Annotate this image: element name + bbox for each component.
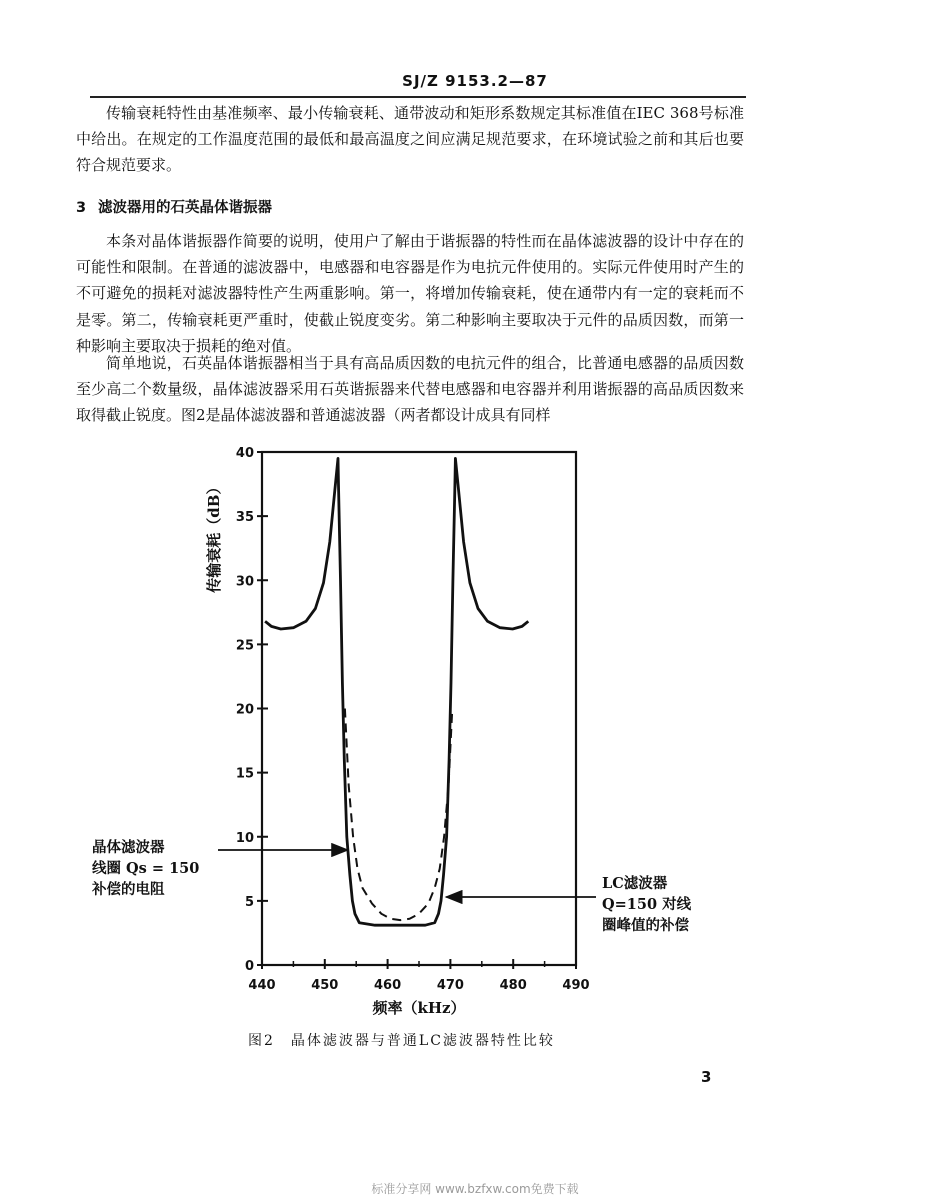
paragraph-3: 简单地说，石英晶体谐振器相当于具有高品质因数的电抗元件的组合，比普通电感器的品质因数至少高二个数量级，晶体滤波器采用石英谐振器来代替电感器和电容器并利用谐振器的高品质因数来取得截止锐度。图2是晶体滤波器和普通滤波器（两者都设计成具有同样 <box>76 354 744 425</box>
crystal-annotation-line: 补偿的电阻 <box>92 881 165 898</box>
x-tick-label: 440 <box>248 978 276 993</box>
y-tick-label: 25 <box>235 638 254 654</box>
y-axis-label: 传输衰耗（dB） <box>205 479 223 593</box>
y-tick-label: 35 <box>235 510 254 526</box>
y-tick-label: 15 <box>235 766 254 782</box>
x-tick-label: 450 <box>311 978 339 993</box>
page-header: SJ/Z 9153.2—87 <box>402 72 548 90</box>
x-tick-label: 480 <box>499 978 527 993</box>
y-tick-label: 30 <box>235 574 254 590</box>
lc-filter-curve <box>345 709 452 921</box>
section-number: 3 <box>76 200 87 216</box>
y-tick-label: 0 <box>244 959 254 974</box>
y-tick-label: 20 <box>235 702 254 718</box>
lc-annotation-line: 圈峰值的补偿 <box>602 917 689 934</box>
figure-caption: 图2 晶体滤波器与普通LC滤波器特性比较 <box>248 1033 555 1049</box>
x-tick-label: 460 <box>374 978 402 993</box>
crystal-annotation-line: 晶体滤波器 <box>92 839 165 856</box>
y-tick-label: 40 <box>235 446 254 461</box>
footer-watermark: 标准分享网 www.bzfxw.com免费下载 <box>371 1182 579 1196</box>
y-tick-label: 10 <box>235 830 254 846</box>
y-tick-label: 5 <box>244 894 254 910</box>
paragraph-2: 本条对晶体谐振器作简要的说明，使用户了解由于谐振器的特性而在晶体滤波器的设计中存在的可能性和限制。在普通的滤波器中，电感器和电容器是作为电抗元件使用的。实际元件使用时产生的不可避免的损耗对滤波器特性产生两重影响。第一，将增加传输衰耗，使在通带内有一定的衰耗而不是零。第二，传输衰耗更严重时，使截止锐度变劣。第二种影响主要取决于元件的品质因数，而第一种影响主要取决于损耗的绝对值。 <box>76 232 744 355</box>
crystal-annotation-line: 线圈 Qs = 150 <box>92 860 200 877</box>
paragraph-1: 传输衰耗特性由基准频率、最小传输衰耗、通带波动和矩形系数规定其标准值在IEC 368号标准中给出。在规定的工作温度范围的最低和最高温度之间应满足规范要求，在环境试验之前和其后也要符合规范要求。 <box>76 104 744 175</box>
x-tick-label: 470 <box>436 978 464 993</box>
lc-annotation-line: LC滤波器 <box>602 875 668 892</box>
page-number: 3 <box>701 1068 712 1086</box>
x-axis-label: 频率（kHz） <box>372 999 466 1017</box>
x-tick-label: 490 <box>562 978 590 993</box>
lc-annotation-line: Q=150 对线 <box>602 896 692 913</box>
section-title: 滤波器用的石英晶体谐振器 <box>98 200 272 216</box>
crystal-filter-curve <box>265 458 528 925</box>
plot-frame <box>262 452 576 965</box>
